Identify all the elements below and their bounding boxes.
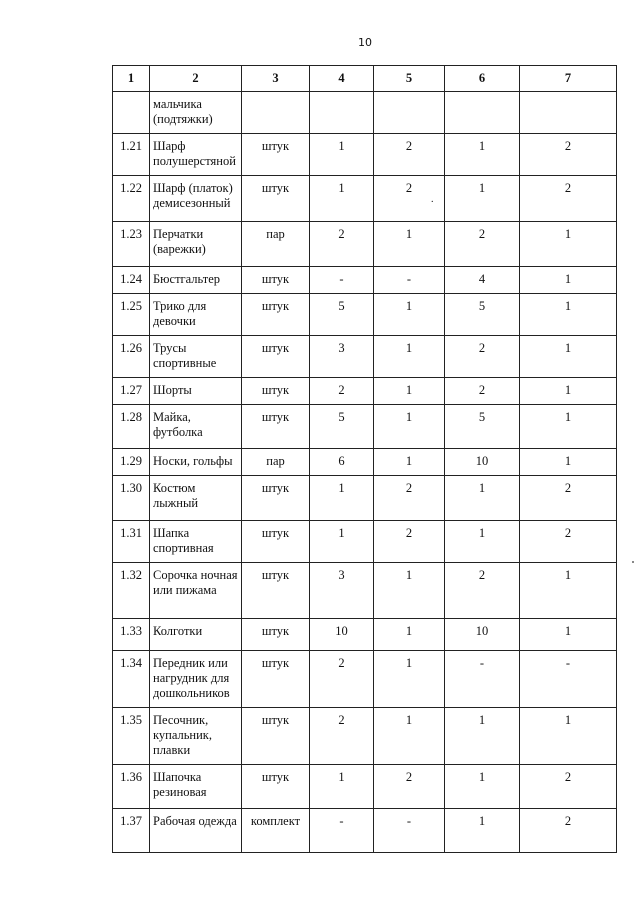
col6-cell: 2 — [445, 336, 520, 378]
item-number-cell: 1.23 — [113, 222, 150, 267]
item-number-cell: 1.29 — [113, 449, 150, 476]
col7-cell: 1 — [520, 222, 617, 267]
col6-cell: - — [445, 651, 520, 708]
col4-cell: 3 — [310, 563, 374, 619]
unit-cell: штук — [242, 134, 310, 176]
item-number-cell: 1.34 — [113, 651, 150, 708]
item-name-cell: Перчатки (варежки) — [150, 222, 242, 267]
col7-cell: 2 — [520, 176, 617, 222]
table-row — [113, 176, 617, 222]
col5-cell: 1 — [374, 651, 445, 708]
clothing-norms-table — [112, 65, 617, 853]
unit-cell: штук — [242, 619, 310, 651]
unit-cell: штук — [242, 336, 310, 378]
item-name-cell: мальчика (подтяжки) — [150, 92, 242, 134]
col5-cell: - — [374, 267, 445, 294]
item-name-cell: Шарф (платок) демисезонный — [150, 176, 242, 222]
col5-cell — [374, 92, 445, 134]
col6-cell: 1 — [445, 521, 520, 563]
item-name-cell: Передник или нагрудник для дошкольников — [150, 651, 242, 708]
col4-cell: 3 — [310, 336, 374, 378]
col5-cell: 2 — [374, 176, 445, 222]
col6-cell: 1 — [445, 476, 520, 521]
item-number-cell — [113, 92, 150, 134]
col7-cell: 2 — [520, 521, 617, 563]
col5-cell: 1 — [374, 378, 445, 405]
item-name-cell: Бюстгальтер — [150, 267, 242, 294]
item-number-cell: 1.37 — [113, 809, 150, 853]
col4-cell: 1 — [310, 476, 374, 521]
col4-cell: - — [310, 267, 374, 294]
table-row — [113, 521, 617, 563]
item-number-cell: 1.25 — [113, 294, 150, 336]
col6-cell — [445, 92, 520, 134]
col4-cell: 1 — [310, 134, 374, 176]
unit-cell: штук — [242, 651, 310, 708]
col4-cell: 6 — [310, 449, 374, 476]
table-row — [113, 476, 617, 521]
table-row — [113, 405, 617, 449]
unit-cell: штук — [242, 708, 310, 765]
table-row — [113, 651, 617, 708]
col5-cell: 2 — [374, 521, 445, 563]
col4-cell: 10 — [310, 619, 374, 651]
col7-cell: 1 — [520, 267, 617, 294]
col6-cell: 10 — [445, 449, 520, 476]
col4-cell: 2 — [310, 708, 374, 765]
table-row — [113, 449, 617, 476]
col4-cell: 5 — [310, 294, 374, 336]
table-row — [113, 336, 617, 378]
unit-cell: штук — [242, 176, 310, 222]
item-name-cell: Сорочка ночная или пижама — [150, 563, 242, 619]
unit-cell: штук — [242, 521, 310, 563]
item-name-cell: Носки, гольфы — [150, 449, 242, 476]
table-row — [113, 294, 617, 336]
table-row — [113, 378, 617, 405]
item-number-cell: 1.30 — [113, 476, 150, 521]
stray-dot-mark: . — [431, 194, 434, 205]
item-number-cell: 1.35 — [113, 708, 150, 765]
unit-cell: штук — [242, 378, 310, 405]
unit-cell: штук — [242, 267, 310, 294]
col7-cell: 1 — [520, 708, 617, 765]
item-name-cell: Шарф полушерстяной — [150, 134, 242, 176]
col7-cell: 1 — [520, 563, 617, 619]
table-row — [113, 809, 617, 853]
col7-cell: 2 — [520, 765, 617, 809]
table-row — [113, 267, 617, 294]
item-number-cell: 1.21 — [113, 134, 150, 176]
unit-cell: пар — [242, 449, 310, 476]
item-name-cell: Шапка спортивная — [150, 521, 242, 563]
col6-cell: 1 — [445, 176, 520, 222]
item-name-cell: Трико для девочки — [150, 294, 242, 336]
table-row — [113, 92, 617, 134]
col5-cell: 2 — [374, 765, 445, 809]
col7-cell: 1 — [520, 336, 617, 378]
col7-cell: 1 — [520, 619, 617, 651]
header-cell: 3 — [242, 66, 310, 92]
unit-cell — [242, 92, 310, 134]
col6-cell: 1 — [445, 765, 520, 809]
col6-cell: 10 — [445, 619, 520, 651]
item-number-cell: 1.32 — [113, 563, 150, 619]
col6-cell: 1 — [445, 134, 520, 176]
col5-cell: - — [374, 809, 445, 853]
col4-cell: 2 — [310, 651, 374, 708]
unit-cell: штук — [242, 405, 310, 449]
col4-cell: - — [310, 809, 374, 853]
col5-cell: 1 — [374, 336, 445, 378]
col6-cell: 5 — [445, 294, 520, 336]
col7-cell: 1 — [520, 449, 617, 476]
table-row — [113, 765, 617, 809]
item-number-cell: 1.22 — [113, 176, 150, 222]
col7-cell: 1 — [520, 294, 617, 336]
item-number-cell: 1.31 — [113, 521, 150, 563]
item-number-cell: 1.33 — [113, 619, 150, 651]
col6-cell: 1 — [445, 708, 520, 765]
unit-cell: штук — [242, 563, 310, 619]
item-number-cell: 1.24 — [113, 267, 150, 294]
unit-cell: штук — [242, 476, 310, 521]
table-row — [113, 222, 617, 267]
col5-cell: 1 — [374, 449, 445, 476]
col5-cell: 2 — [374, 134, 445, 176]
header-cell: 6 — [445, 66, 520, 92]
table-row — [113, 619, 617, 651]
col7-cell: 1 — [520, 405, 617, 449]
margin-mark — [632, 561, 634, 563]
col4-cell: 1 — [310, 521, 374, 563]
header-cell: 4 — [310, 66, 374, 92]
item-name-cell: Костюм лыжный — [150, 476, 242, 521]
col5-cell: 1 — [374, 619, 445, 651]
col7-cell: 2 — [520, 134, 617, 176]
col4-cell: 1 — [310, 176, 374, 222]
header-cell: 2 — [150, 66, 242, 92]
header-cell: 1 — [113, 66, 150, 92]
table-row — [113, 134, 617, 176]
header-cell: 5 — [374, 66, 445, 92]
table-row — [113, 563, 617, 619]
col5-cell: 1 — [374, 222, 445, 267]
item-name-cell: Шорты — [150, 378, 242, 405]
col7-cell: 1 — [520, 378, 617, 405]
col7-cell: 2 — [520, 809, 617, 853]
unit-cell: штук — [242, 765, 310, 809]
col6-cell: 1 — [445, 809, 520, 853]
item-number-cell: 1.26 — [113, 336, 150, 378]
col4-cell: 1 — [310, 765, 374, 809]
item-name-cell: Трусы спортивные — [150, 336, 242, 378]
col5-cell: 1 — [374, 405, 445, 449]
table-header-row — [113, 66, 617, 92]
col6-cell: 4 — [445, 267, 520, 294]
table-row — [113, 708, 617, 765]
col6-cell: 2 — [445, 563, 520, 619]
unit-cell: штук — [242, 294, 310, 336]
col7-cell — [520, 92, 617, 134]
unit-cell: комплект — [242, 809, 310, 853]
item-name-cell: Песочник, купальник, плавки — [150, 708, 242, 765]
header-cell: 7 — [520, 66, 617, 92]
col4-cell: 2 — [310, 222, 374, 267]
page-number: 10 — [358, 36, 372, 49]
col4-cell: 5 — [310, 405, 374, 449]
item-name-cell: Рабочая одежда — [150, 809, 242, 853]
col4-cell: 2 — [310, 378, 374, 405]
col5-cell: 1 — [374, 294, 445, 336]
col7-cell: 2 — [520, 476, 617, 521]
col6-cell: 5 — [445, 405, 520, 449]
col5-cell: 2 — [374, 476, 445, 521]
item-name-cell: Майка, футболка — [150, 405, 242, 449]
col6-cell: 2 — [445, 378, 520, 405]
item-name-cell: Шапочка резиновая — [150, 765, 242, 809]
item-number-cell: 1.27 — [113, 378, 150, 405]
col5-cell: 1 — [374, 563, 445, 619]
col5-cell: 1 — [374, 708, 445, 765]
unit-cell: пар — [242, 222, 310, 267]
item-number-cell: 1.28 — [113, 405, 150, 449]
col7-cell: - — [520, 651, 617, 708]
item-name-cell: Колготки — [150, 619, 242, 651]
col6-cell: 2 — [445, 222, 520, 267]
col4-cell — [310, 92, 374, 134]
item-number-cell: 1.36 — [113, 765, 150, 809]
